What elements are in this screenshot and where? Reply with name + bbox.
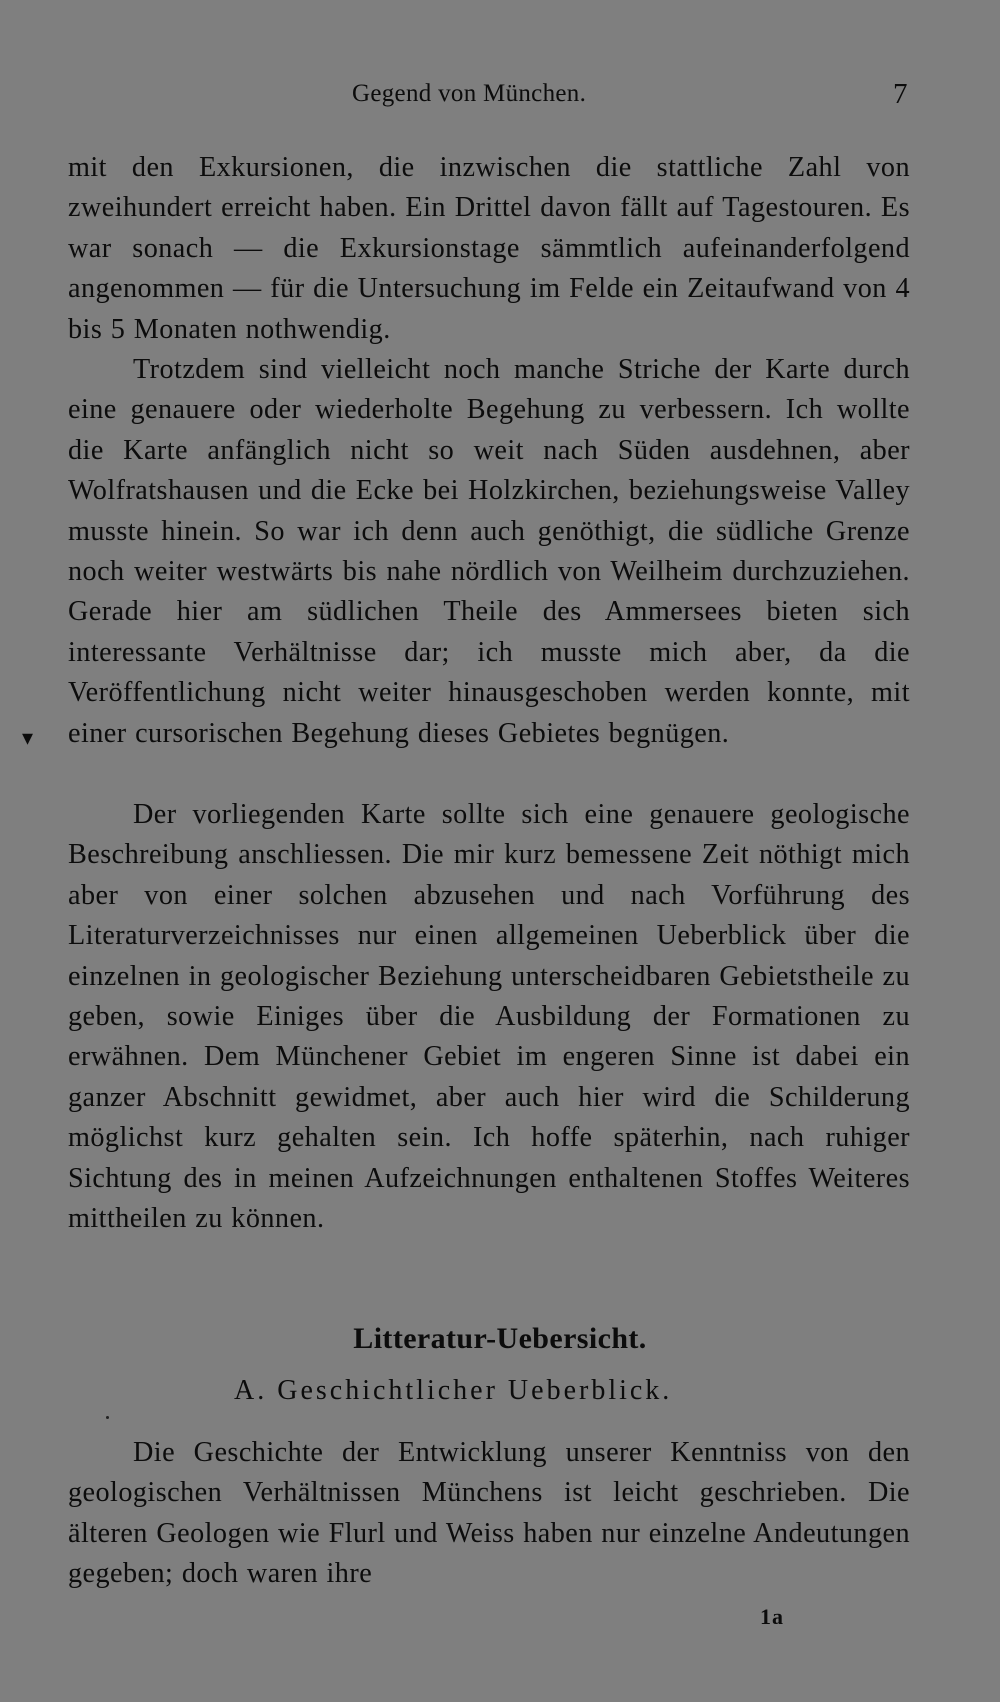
margin-mark: ▾	[22, 725, 34, 750]
paragraph-text: Der vorliegenden Karte sollte sich eine genauere geologische Beschreibung anschliessen. Die mir kurz bemessene Zeit nöthigt mich aber von einer solchen abzusehen und nach Vorführung des Literaturverzeichnisses nur einen allgemeinen Ueberblick über die einzelnen in geologischer Beziehung unterscheidbaren Gebietstheile zu geben, sowie Einiges über die Ausbildung der Formationen zu erwähnen. Dem Münchener Gebiet im engeren Sinne ist dabei ein ganzer Abschnitt gewidmet, aber auch hier wird die Schilderung möglichst kurz gehalten sein. Ich hoffe späterhin, nach ruhiger Sichtung des in meinen Aufzeichnungen enthaltenen Stoffes Weiteres mittheilen zu können.	[68, 799, 910, 1235]
signature-mark: 1a	[760, 1604, 784, 1629]
page-header	[0, 80, 1000, 120]
body-paragraph	[68, 1433, 910, 1595]
subsection-title: A. Geschichtlicher Ueberblick.	[234, 1375, 673, 1406]
print-speck	[106, 1416, 109, 1419]
body-paragraph	[68, 350, 910, 754]
body-paragraph: mit den Exkursionen, die inzwischen die stattliche Zahl von zweihundert erreicht haben. Ein Drittel davon fällt auf Tagestouren. Es war sonach — die Exkursionstage sämmtlich aufeinanderfolgend angenommen — für die Untersuchung im Felde ein Zeitaufwand von 4 bis 5 Monaten nothwendig.	[68, 152, 910, 345]
page-number: 7	[893, 78, 908, 110]
body-paragraph	[68, 795, 910, 1239]
running-head: Gegend von München.	[352, 80, 587, 107]
paragraph-text: Trotzdem sind vielleicht noch manche Striche der Karte durch eine genauere oder wiederholte Begehung zu verbessern. Ich wollte die Karte anfänglich nicht so weit nach Süden ausdehnen, aber Wolfratshausen und die Ecke bei Holzkirchen, beziehungsweise Valley musste hinein. So war ich denn auch genöthigt, die südliche Grenze noch weiter westwärts bis nahe nördlich von Weilheim durchzuziehen. Gerade hier am südlichen Theile des Ammersees bieten sich interessante Verhältnisse dar; ich musste mich aber, da die Veröffentlichung nicht weiter hinausgeschoben werden konnte, mit einer cursorischen Begehung dieses Gebietes begnügen.	[68, 354, 910, 749]
section-title: Litteratur-Uebersicht.	[353, 1322, 647, 1355]
paragraph-text: Die Geschichte der Entwicklung unserer Kenntniss von den geologischen Verhältnissen Münchens ist leicht geschrieben. Die älteren Geologen wie Flurl und Weiss haben nur einzelne Andeutungen gegeben; doch waren ihre	[68, 1437, 910, 1590]
